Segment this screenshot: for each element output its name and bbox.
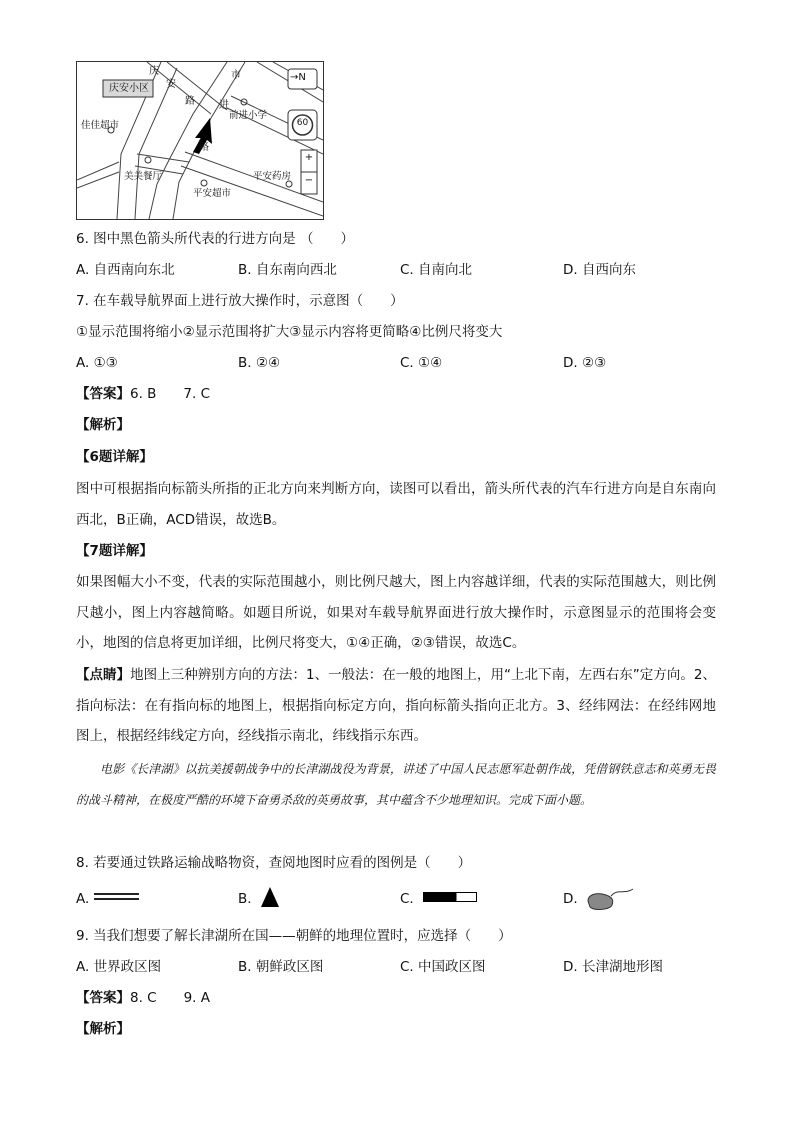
q8-option-d: D.	[563, 891, 578, 907]
place-label: 佳佳超市	[81, 120, 120, 131]
lake-legend-icon	[584, 885, 636, 913]
place-label: 美美餐厅	[124, 171, 163, 182]
detail-6-text: 图中可根据指向标箭头所指的正北方向来判断方向，读图可以看出，箭头所代表的汽车行进方向是自东南向西北，B正确，ACD错误，故选B。	[76, 481, 716, 528]
tip-text: 地图上三种辨别方向的方法：1、一般法：在一般的地图上，用“上北下南，左西右东”定方向。2、指向标法：在有指向标的地图上，根据指向标定方向，指向标箭头指向正北方。3、经纬网法：在经纬网地图上，根据经纬线定方向，经线指示南北，纬线指示东西。	[76, 667, 717, 744]
road-char: 路	[185, 96, 195, 107]
navigation-map	[76, 61, 324, 220]
q8-option-b: B.	[238, 891, 252, 907]
answer-block-2	[76, 988, 210, 1008]
q6-option-b: B. 自东南向西北	[238, 262, 337, 278]
q9-option-b: B. 朝鲜政区图	[238, 959, 324, 975]
q9-option-d: D. 长津湖地形图	[563, 959, 663, 975]
answer-text: 6. B 7. C	[130, 386, 211, 402]
detail-7-text: 如果图幅大小不变，代表的实际范围越小，则比例尺越大，图上内容越详细，代表的实际范围越大，则比例尺越小，图上内容越简略。如题目所说，如果对车载导航界面进行放大操作时，示意图显示的范围将会变小，地图的信息将更加详细，比例尺将变大，①④正确，②③错误，故选C。	[76, 574, 716, 651]
answer-block-1	[76, 384, 210, 404]
speed-limit-sign: 60	[296, 118, 309, 128]
q7-option-c: C. ①④	[400, 355, 443, 371]
intro-passage: 电影《长津湖》以抗美援朝战争中的长津湖战役为背景，讲述了中国人民志愿军赴朝作战，凭借钢铁意志和英勇无畏的战斗精神，在极度严酷的环境下奋勇杀敌的英勇故事，其中蕴含不少地理知识。完成下面小题。	[76, 762, 716, 807]
question-7-stem: 7. 在车载导航界面上进行放大操作时，示意图（ ）	[76, 293, 404, 309]
place-label: 平安超市	[193, 188, 232, 199]
q7-option-d: D. ②③	[563, 355, 607, 371]
place-label: 平安药房	[253, 171, 292, 182]
district-label: 庆安小区	[109, 83, 149, 94]
q8-option-c: C.	[400, 891, 414, 907]
detail-7-label: 【7题详解】	[76, 543, 153, 559]
answer-label: 【答案】	[76, 990, 130, 1006]
zoom-out-icon[interactable]: −	[304, 175, 314, 186]
place-label: 前进小学	[229, 110, 268, 121]
answer-label: 【答案】	[76, 386, 130, 402]
q6-option-c: C. 自南向北	[400, 262, 473, 278]
tip-block	[76, 660, 716, 752]
analysis-label: 【解析】	[76, 417, 130, 433]
answer-text: 8. C 9. A	[130, 990, 211, 1006]
road-char: 路	[199, 142, 209, 153]
question-8-stem: 8. 若要通过铁路运输战略物资，查阅地图时应看的图例是（ ）	[76, 855, 472, 871]
zoom-in-icon[interactable]: +	[304, 152, 314, 163]
road-legend-icon	[94, 893, 139, 900]
q7-option-b: B. ②④	[238, 355, 281, 371]
road-char: 安	[166, 79, 176, 90]
road-char: 进	[219, 100, 229, 111]
analysis-label-2: 【解析】	[76, 1021, 130, 1037]
question-7-statements: ①显示范围将缩小②显示范围将扩大③显示内容将更简略④比例尺将变大	[76, 324, 503, 340]
q8-option-a: A.	[76, 891, 90, 907]
q6-option-d: D. 自西向东	[563, 262, 636, 278]
q6-option-a: A. 自西南向东北	[76, 262, 175, 278]
mountain-peak-icon	[260, 886, 280, 908]
detail-6-label: 【6题详解】	[76, 449, 153, 465]
road-char: 庆	[149, 66, 159, 77]
question-9-stem: 9. 当我们想要了解长津湖所在国——朝鲜的地理位置时，应选择（ ）	[76, 928, 512, 944]
road-char: 市	[231, 70, 241, 81]
q9-option-c: C. 中国政区图	[400, 959, 486, 975]
railway-legend-icon	[423, 892, 477, 902]
north-arrow-icon: →N	[290, 72, 306, 83]
tip-label: 【点睛】	[76, 667, 131, 683]
question-6-stem: 6. 图中黑色箭头所代表的行进方向是 （ ）	[76, 231, 354, 247]
q9-option-a: A. 世界政区图	[76, 959, 162, 975]
q7-option-a: A. ①③	[76, 355, 118, 371]
